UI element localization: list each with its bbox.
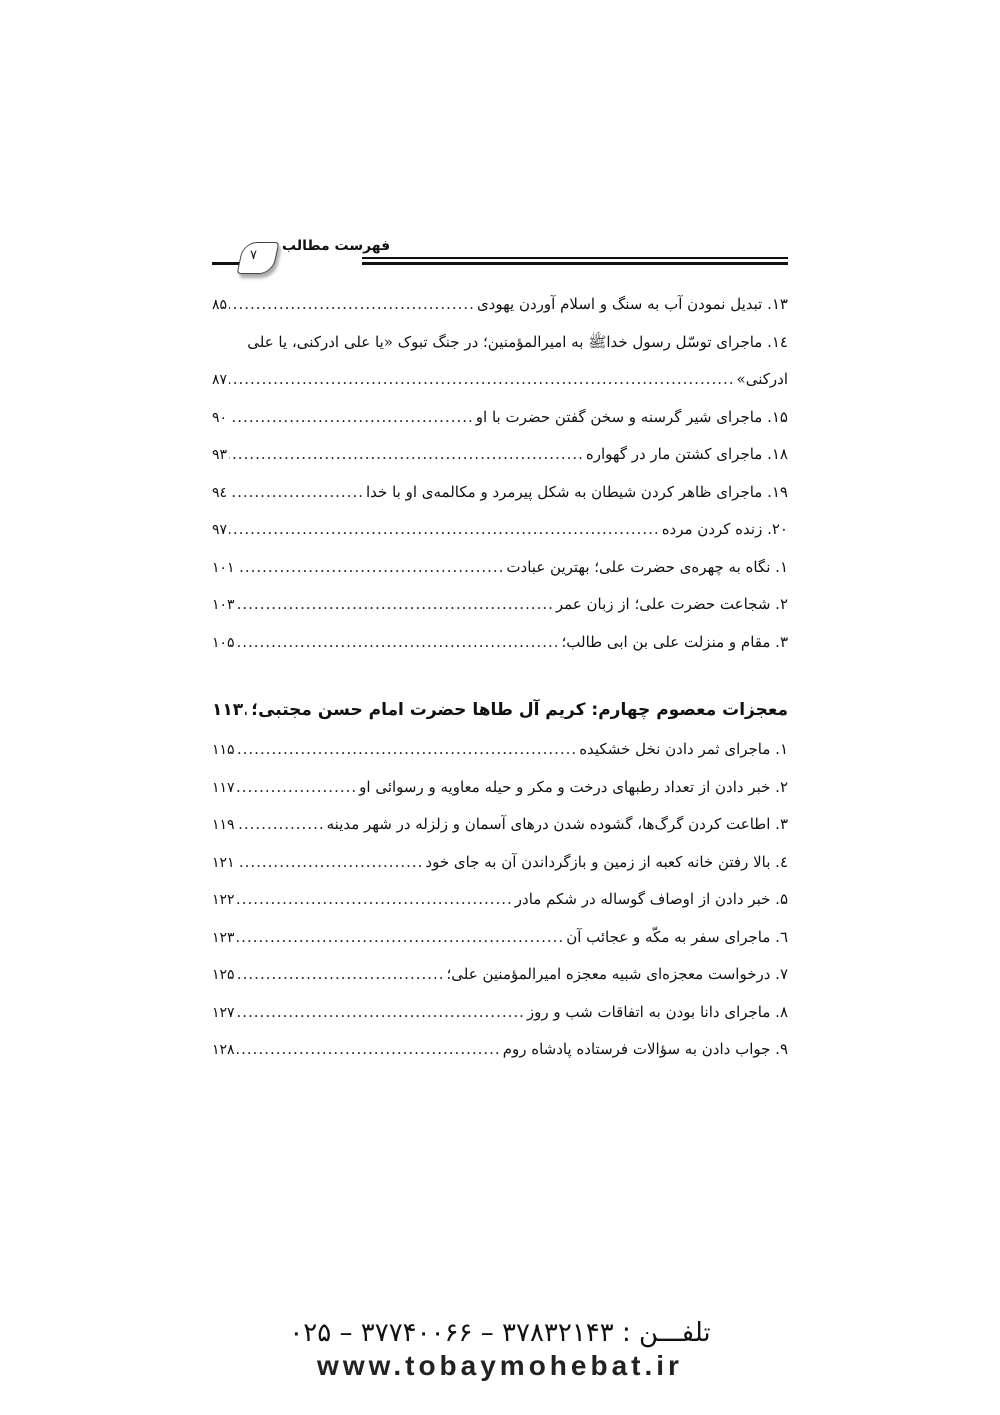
- toc-entry[interactable]: [212, 558, 788, 596]
- toc-entry-label: ۱۸. ماجرای کشتن مار در گهواره: [585, 445, 788, 463]
- toc-entry-label: ۱. نگاه به چهره‌ی حضرت علی؛ بهترین عبادت: [506, 557, 788, 576]
- toc-entry-page: ۹۷: [212, 522, 228, 538]
- toc-entry-page: ۹٤: [212, 484, 228, 501]
- leader-dots: [237, 558, 505, 576]
- toc-entry[interactable]: [212, 445, 788, 483]
- leader-dots: [237, 1040, 501, 1058]
- leader-dots: [237, 890, 513, 908]
- leader-dots: [237, 1003, 525, 1021]
- table-of-contents: [212, 295, 788, 1078]
- toc-entry-label: ٤. بالا رفتن خانه کعبه از زمین و بازگرداندن آن به جای خود: [425, 852, 788, 871]
- page-number-tab-icon: [237, 242, 280, 274]
- toc-entry[interactable]: [212, 778, 788, 816]
- toc-entry[interactable]: [212, 928, 788, 966]
- page-footer: [0, 1318, 1000, 1382]
- toc-entry[interactable]: [212, 815, 788, 853]
- toc-entry-label: ۳. اطاعت کردن گرگ‌ها، گشوده شدن درهای آسمان و زلزله در شهر مدینه: [326, 815, 788, 833]
- toc-entry-label: ۸. ماجرای دانا بودن به اتفاقات شب و روز: [526, 1002, 788, 1021]
- leader-dots: [237, 853, 424, 871]
- toc-entry-page: ۸۵: [212, 297, 228, 313]
- toc-entry[interactable]: [212, 1040, 788, 1078]
- toc-entry-label: ۳. مقام و منزلت علی بن ابی طالب؛: [561, 632, 788, 651]
- toc-entry-label: ۲. خبر دادن از تعداد رطبهای درخت و مکر و حیله معاویه و رسوائی او: [359, 777, 788, 796]
- toc-entry[interactable]: [212, 633, 788, 671]
- toc-entry-label: ۷. درخواست معجزه‌ای شبیه معجزه امیرالمؤمنین علی؛: [446, 965, 788, 983]
- toc-entry-label: ٦. ماجرای سفر به مکّه و عجائب آن: [566, 927, 788, 946]
- toc-entry[interactable]: [212, 520, 788, 558]
- toc-entry-label: ۱٤. ماجرای توسّل رسول خداﷺ به امیرالمؤمنین‌؛ در جنگ تبوک «یا علی ادرکنی، یا علی: [247, 332, 788, 351]
- toc-entry-label: ۱۵. ماجرای شیر گرسنه و سخن گفتن حضرت با او: [475, 407, 788, 426]
- toc-entry-page: ۱۱۷: [212, 779, 235, 796]
- toc-entry[interactable]: [212, 965, 788, 1003]
- footer-website[interactable]: www.tobaymohebat.ir: [317, 1350, 683, 1381]
- leader-dots: [237, 633, 560, 651]
- toc-entry[interactable]: [212, 595, 788, 633]
- toc-entry-page: ۱۲۲: [212, 892, 235, 908]
- toc-entry-page: ۱۲۷: [212, 1004, 235, 1021]
- toc-entry-page: ۱۱۹: [212, 817, 235, 833]
- toc-entry-label-cont: ادرکنی»: [736, 370, 788, 388]
- toc-entry[interactable]: [212, 1003, 788, 1041]
- leader-dots: [229, 445, 584, 463]
- toc-entry[interactable]: [212, 333, 788, 371]
- toc-entry-page: ۹۰: [212, 409, 228, 426]
- toc-entry-page: ۱۱۵: [212, 742, 235, 758]
- toc-entry[interactable]: [212, 890, 788, 928]
- header-rule-thick: [362, 262, 788, 265]
- leader-dots: [229, 295, 475, 313]
- toc-entry-label: ۵. خبر دادن از اوصاف گوساله در شکم مادر: [514, 890, 788, 908]
- toc-entry-page: ۱۲۳: [212, 929, 235, 946]
- chapter-page: ۱۱۳: [212, 700, 244, 720]
- page-header: [212, 238, 788, 286]
- leader-dots: [237, 965, 445, 983]
- leader-dots: [229, 370, 735, 388]
- toc-entry-label: ۱۹. ماجرای ظاهر کردن شیطان به شکل پیرمرد و مکالمه‌ی او با خدا: [366, 482, 788, 501]
- toc-entry-page: ۱۲۵: [212, 967, 235, 983]
- footer-phone: تلفـــن : ۳۷۸۳۲۱۴۳ – ۳۷۷۴۰۰۶۶ – ۰۲۵: [289, 1318, 711, 1348]
- toc-entry[interactable]: [212, 408, 788, 446]
- toc-entry-label: ۹. جواب دادن به سؤالات فرستاده پادشاه روم: [502, 1040, 788, 1058]
- toc-entry[interactable]: [212, 740, 788, 778]
- leader-dots: [229, 408, 474, 426]
- toc-entry-continued[interactable]: [212, 370, 788, 408]
- toc-entry-label: ۲. شجاعت حضرت علی؛ از زبان عمر: [555, 595, 788, 613]
- leader-dots: [229, 520, 660, 538]
- leader-dots: [237, 778, 358, 796]
- toc-entry-label: ۲۰. زنده کردن مرده: [661, 520, 788, 538]
- toc-entry[interactable]: [212, 483, 788, 521]
- leader-dots: [237, 928, 565, 946]
- toc-entry-page: ۱۰۳: [212, 597, 235, 613]
- toc-entry-page: ۹۳: [212, 447, 228, 463]
- leader-dots: [237, 595, 554, 613]
- toc-entry-label: ۱. ماجرای ثمر دادن نخل خشکیده: [579, 740, 788, 758]
- toc-entry-page: ۱۰۱: [212, 559, 235, 576]
- header-title: فهرست مطالب: [282, 238, 391, 254]
- toc-entry-page: ۱۲۸: [212, 1042, 235, 1058]
- toc-entry-page: ۱۰۵: [212, 634, 235, 651]
- toc-entry-page: ۸۷: [212, 372, 228, 388]
- toc-entry-page: ۱۲۱: [212, 854, 235, 871]
- leader-dots: [229, 483, 364, 501]
- leader-dots: [245, 700, 249, 720]
- leader-dots: [237, 815, 325, 833]
- toc-entry[interactable]: [212, 853, 788, 891]
- leader-dots: [237, 740, 578, 758]
- chapter-label: معجزات معصوم چهارم: کریم آل طاها حضرت امام حسن مجتبی؛: [251, 700, 788, 720]
- header-rule-thin: [362, 257, 788, 259]
- toc-entry[interactable]: [212, 295, 788, 333]
- toc-entry-label: ۱۳. تبدیل نمودن آب به سنگ و اسلام آوردن یهودی: [476, 295, 788, 313]
- header-rule-left: [212, 262, 240, 265]
- page-number: ۷: [250, 248, 257, 263]
- toc-chapter-heading[interactable]: [212, 700, 788, 740]
